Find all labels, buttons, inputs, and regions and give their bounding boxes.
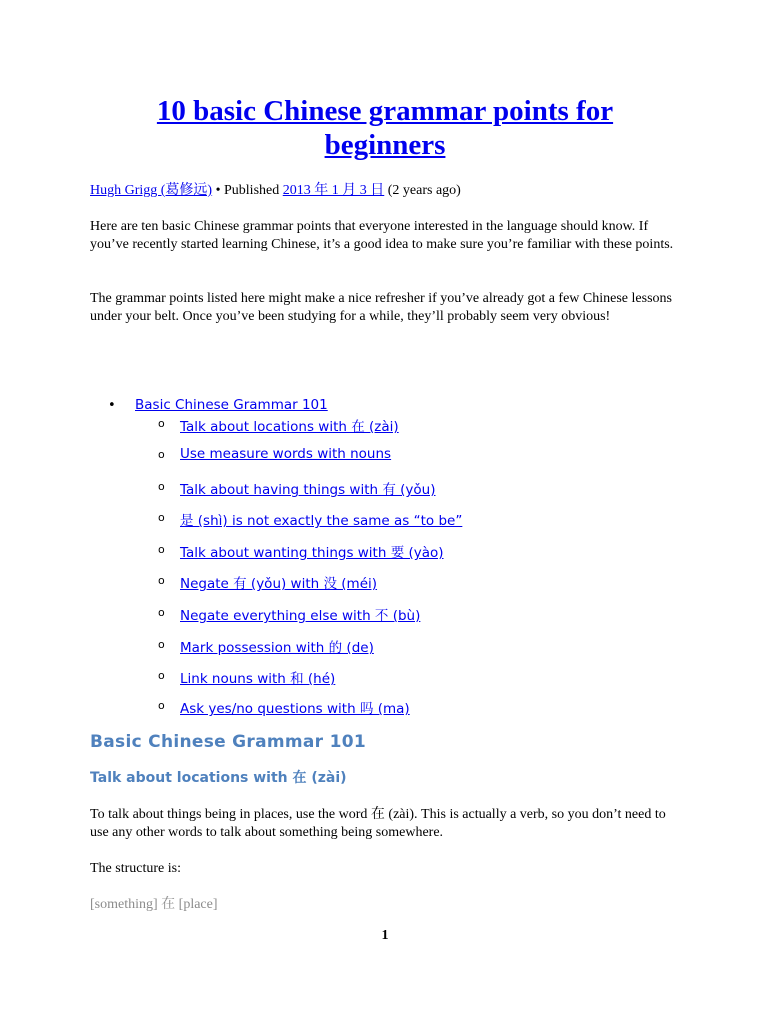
toc-link-negate-you[interactable]: Negate 有 (yǒu) with 没 (méi): [180, 576, 378, 592]
section-subheading: Talk about locations with 在 (zài): [90, 770, 347, 786]
intro-paragraph-2: The grammar points listed here might make a nice refresher if you’ve already got a few Chinese lessons under your belt. Once you’ve been studying for a while, they’ll probably seem very obvious!: [90, 291, 672, 324]
sub-bullet-marker: o: [158, 699, 165, 712]
toc-link-locations[interactable]: Talk about locations with 在 (zài): [180, 419, 399, 435]
section-heading: Basic Chinese Grammar 101: [90, 732, 366, 752]
page-number: 1: [381, 928, 389, 943]
structure-example: [something] 在 [place]: [90, 897, 218, 912]
sub-bullet-marker: o: [158, 669, 165, 682]
sub-bullet-marker: o: [158, 543, 165, 556]
sub-bullet-marker: o: [158, 417, 165, 430]
relative-date: (2 years ago): [384, 183, 461, 198]
sub-bullet-marker: o: [158, 480, 165, 493]
toc-link-possession[interactable]: Mark possession with 的 (de): [180, 640, 374, 656]
toc-link-basic-grammar-101[interactable]: Basic Chinese Grammar 101: [135, 397, 328, 413]
intro-paragraph-1: Here are ten basic Chinese grammar points that everyone interested in the language should know. If you’ve recently started learning Chinese, it’s a good idea to make sure you’re familiar with these points.: [90, 219, 674, 252]
toc-link-yes-no-questions[interactable]: Ask yes/no questions with 吗 (ma): [180, 701, 410, 717]
toc-link-measure-words[interactable]: Use measure words with nouns: [180, 446, 392, 462]
title-line-1: 10 basic Chinese grammar points for: [156, 95, 614, 127]
sub-bullet-marker: o: [158, 448, 165, 461]
sub-bullet-marker: o: [158, 638, 165, 651]
article-title: [90, 94, 680, 162]
sub-bullet-marker: o: [158, 606, 165, 619]
sub-bullet-marker: o: [158, 511, 165, 524]
structure-label: The structure is:: [90, 861, 181, 876]
byline: [90, 181, 461, 201]
toc-link-shi-to-be[interactable]: 是 (shì) is not exactly the same as “to be”: [180, 513, 463, 529]
toc-link-link-nouns[interactable]: Link nouns with 和 (hé): [180, 671, 336, 687]
bullet-marker: •: [108, 398, 116, 413]
sub-bullet-marker: o: [158, 574, 165, 587]
section-paragraph: To talk about things being in places, use the word 在 (zài). This is actually a verb, so you don’t need to use any other words to talk about something being somewhere.: [90, 807, 666, 840]
toc-link-negate-else[interactable]: Negate everything else with 不 (bù): [180, 608, 421, 624]
toc-link-having-things[interactable]: Talk about having things with 有 (yǒu): [180, 482, 436, 498]
date-link[interactable]: 2013 年 1 月 3 日: [282, 183, 385, 198]
author-link[interactable]: Hugh Grigg (葛修远): [90, 183, 213, 198]
title-line-2: beginners: [324, 129, 446, 161]
published-label: • Published: [212, 183, 283, 198]
article-title-link[interactable]: [157, 95, 613, 161]
toc-link-wanting-things[interactable]: Talk about wanting things with 要 (yào): [180, 545, 444, 561]
